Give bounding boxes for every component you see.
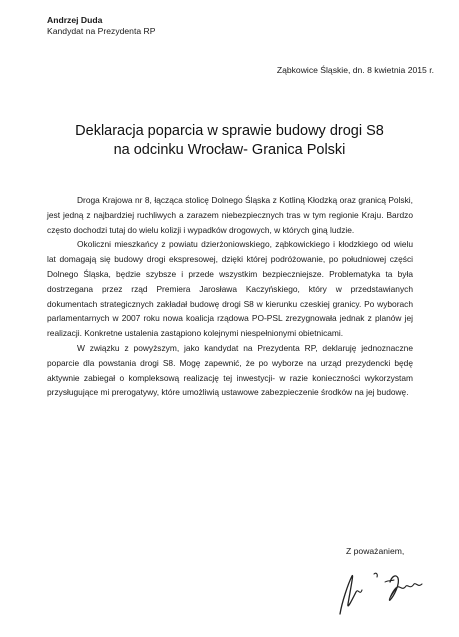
place-date: Ząbkowice Śląskie, dn. 8 kwietnia 2015 r. <box>276 65 434 75</box>
sender-name: Andrzej Duda <box>47 15 103 25</box>
paragraph-1: Droga Krajowa nr 8, łącząca stolicę Dolnego Śląska z Kotliną Kłodzką oraz granicą Polski, jest jedną z najbardziej ruchliwych a zarazem niebezpiecznych tras w tym regionie Kraju. Bardzo często dochodzi tutaj do wielu kolizji i wypadków drogowych, w których giną ludzie. <box>47 195 413 235</box>
title-line-1: Deklaracja poparcia w sprawie budowy drogi S8 <box>75 123 384 139</box>
title-line-2: na odcinku Wrocław- Granica Polski <box>113 142 346 158</box>
sender-block <box>47 15 155 37</box>
letter-body <box>47 193 413 400</box>
letter-title <box>20 122 439 160</box>
closing-salutation: Z poważaniem, <box>346 546 405 556</box>
handwritten-signature <box>330 562 440 622</box>
sender-role: Kandydat na Prezydenta RP <box>47 26 156 36</box>
paragraph-3: W związku z powyższym, jako kandydat na Prezydenta RP, deklaruję jednoznaczne poparcie dla powstania drogi S8. Mogę zapewnić, że po wyborze na urząd prezydencki będę aktywnie zabiegał o kompleksową realizację tej inwestycji- w razie konieczności wykorzystam przysługujące mi prerogatywy, które umożliwią ustawowe zabezpieczenie środków na jej budowę. <box>47 342 413 398</box>
paragraph-2: Okoliczni mieszkańcy z powiatu dzierżoniowskiego, ząbkowickiego i kłodzkiego od wielu lat domagają się budowy drogi ekspresowej, dzięki której podróżowanie, po południowej części Dolnego Śląska, będzie szybsze i przede wszystkim bezpieczniejsze. Problematyka ta była dostrzegana przez rząd Premiera Jarosława Kaczyńskiego, który w przedstawianych dokumentach strategicznych zakładał budowę drogi S8 w kierunku czeskiej granicy. Po wyborach parlamentarnych w 2007 roku nowa koalicja rządowa PO-PSL zrezygnowała jednak z planów jej realizacji. Konkretne ustalenia zastąpiono kolejnymi niespełnionymi obietnicami. <box>47 239 413 339</box>
